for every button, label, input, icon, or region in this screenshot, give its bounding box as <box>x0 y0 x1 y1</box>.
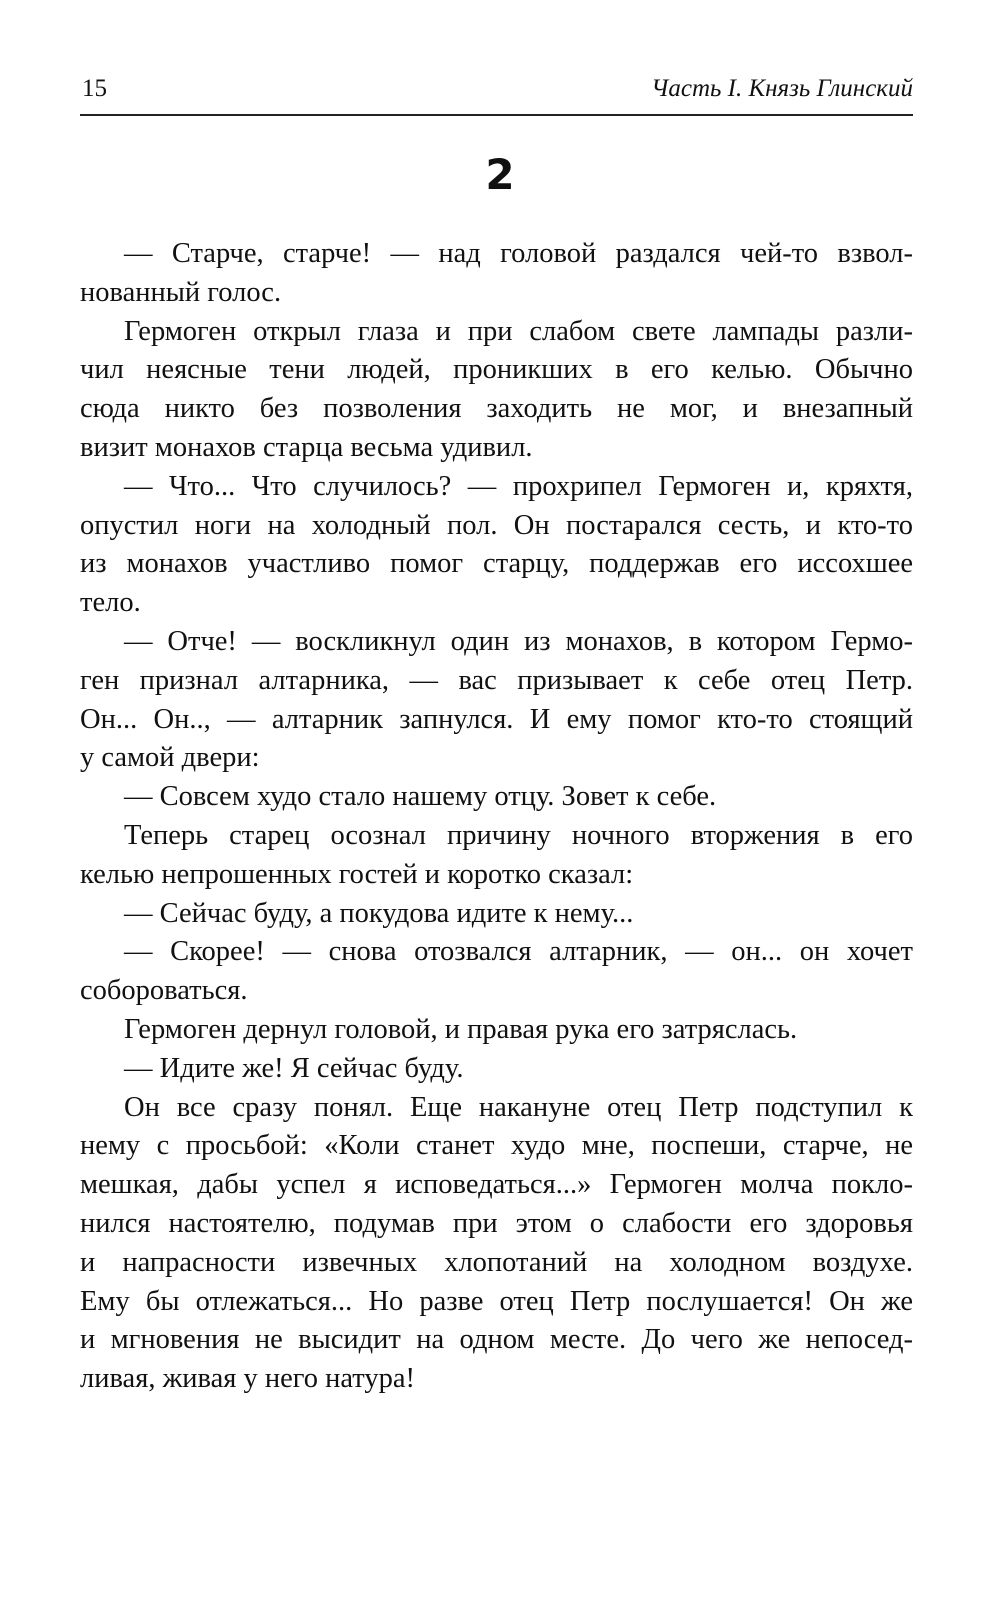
text-line: келью непрошенных гостей и коротко сказал: <box>80 858 634 890</box>
text-line: ливая, живая у него натура! <box>80 1363 415 1395</box>
text-line: — Совсем худо стало нашему отцу. Зовет к себе. <box>124 781 717 813</box>
text-line: Ему бы отлежаться... Но разве отец Петр послушается! Он же <box>80 1285 913 1317</box>
text-line: визит монахов старца весьма удивил. <box>80 431 533 463</box>
text-line: и мгновения не высидит на одном месте. До чего же непосед- <box>80 1324 913 1356</box>
text-line: — Что... Что случилось? — прохрипел Гермоген и, кряхтя, <box>124 470 913 502</box>
text-line: нованный голос. <box>80 276 282 308</box>
text-line: — Старче, старче! — над головой раздался чей-то взвол- <box>124 238 913 269</box>
text-line: Он... Он.., — алтарник запнулся. И ему помог кто-то стоящий <box>80 703 913 735</box>
text-line: сюда никто без позволения заходить не мог, и внезапный <box>80 393 913 425</box>
chapter-number: 2 <box>485 150 515 199</box>
body-text <box>80 235 913 1399</box>
running-head <box>80 68 913 102</box>
text-line: Гермоген открыл глаза и при слабом свете лампады разли- <box>124 315 913 347</box>
text-line: из монахов участливо помог старцу, поддержав его иссохшее <box>80 548 913 580</box>
text-line: Теперь старец осознал причину ночного вторжения в его <box>124 819 913 851</box>
text-line: Он все сразу понял. Еще накануне отец Петр подступил к <box>124 1091 913 1123</box>
text-line: и напрасности извечных хлопотаний на холодном воздухе. <box>80 1246 913 1278</box>
running-title: Часть I. Князь Глинский <box>651 75 913 102</box>
text-line: — Скорее! — снова отозвался алтарник, — он... он хочет <box>124 936 913 968</box>
text-line: Гермоген дернул головой, и правая рука его затряслась. <box>124 1013 798 1045</box>
text-line: нился настоятелю, подумав при этом о слабости его здоровья <box>80 1207 913 1239</box>
text-line: нему с просьбой: «Коли станет худо мне, поспеши, старче, не <box>80 1130 913 1162</box>
text-line: мешкая, дабы успел я исповедаться...» Гермоген молча покло- <box>80 1169 913 1201</box>
text-line: — Сейчас буду, а покудова идите к нему... <box>124 897 634 929</box>
text-line: у самой двери: <box>80 742 260 774</box>
page-number: 15 <box>82 75 107 102</box>
text-line: ген признал алтарника, — вас призывает к себе отец Петр. <box>80 664 913 696</box>
text-line: опустил ноги на холодный пол. Он постарался сесть, и кто-то <box>80 509 913 541</box>
header-rule <box>80 114 913 116</box>
text-line: собороваться. <box>80 975 248 1007</box>
text-line: чил неясные тени людей, проникших в его келью. Обычно <box>80 354 913 386</box>
text-line: — Идите же! Я сейчас буду. <box>124 1052 464 1084</box>
text-line: тело. <box>80 587 141 619</box>
text-line: — Отче! — воскликнул один из монахов, в котором Гермо- <box>124 625 913 657</box>
